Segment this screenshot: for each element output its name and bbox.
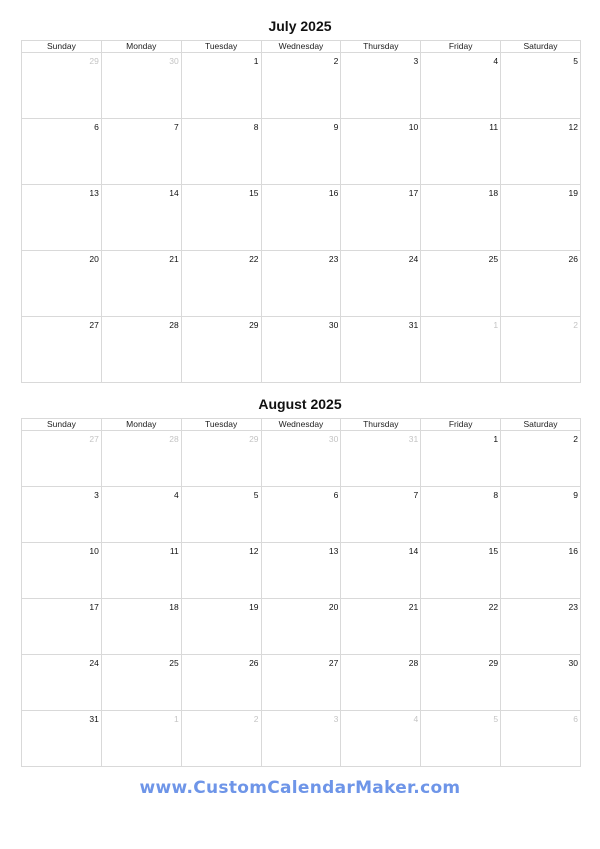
day-cell-other-month[interactable]: 4 [341, 711, 421, 767]
week-row [22, 487, 581, 543]
day-cell[interactable]: 28 [341, 655, 421, 711]
weekday-header-thursday: Thursday [341, 419, 421, 431]
day-cell[interactable]: 21 [341, 599, 421, 655]
day-cell[interactable]: 3 [22, 487, 102, 543]
week-row [22, 53, 581, 119]
day-cell[interactable]: 14 [101, 185, 181, 251]
day-cell[interactable]: 19 [181, 599, 261, 655]
calendar-grid-july [21, 40, 581, 383]
day-cell-other-month[interactable]: 3 [261, 711, 341, 767]
day-cell[interactable]: 29 [181, 317, 261, 383]
week-row [22, 431, 581, 487]
day-cell[interactable]: 10 [22, 543, 102, 599]
day-cell-other-month[interactable]: 29 [181, 431, 261, 487]
day-cell-other-month[interactable]: 1 [421, 317, 501, 383]
day-cell-other-month[interactable]: 27 [22, 431, 102, 487]
week-row [22, 251, 581, 317]
day-cell[interactable]: 2 [261, 53, 341, 119]
day-cell[interactable]: 12 [501, 119, 581, 185]
calendar-grid-august [21, 418, 581, 767]
weekday-header-saturday: Saturday [501, 419, 581, 431]
day-cell[interactable]: 8 [421, 487, 501, 543]
weekday-header-friday: Friday [421, 41, 501, 53]
day-cell[interactable]: 26 [181, 655, 261, 711]
day-cell[interactable]: 30 [501, 655, 581, 711]
week-row [22, 543, 581, 599]
day-cell[interactable]: 27 [261, 655, 341, 711]
day-cell[interactable]: 1 [421, 431, 501, 487]
weekday-header-tuesday: Tuesday [181, 419, 261, 431]
day-cell-other-month[interactable]: 2 [181, 711, 261, 767]
day-cell[interactable]: 18 [421, 185, 501, 251]
day-cell[interactable]: 15 [181, 185, 261, 251]
week-row [22, 711, 581, 767]
day-cell[interactable]: 16 [501, 543, 581, 599]
day-cell[interactable]: 20 [22, 251, 102, 317]
day-cell-other-month[interactable]: 6 [501, 711, 581, 767]
day-cell-other-month[interactable]: 30 [261, 431, 341, 487]
week-row [22, 185, 581, 251]
day-cell-other-month[interactable]: 28 [101, 431, 181, 487]
day-cell[interactable]: 15 [421, 543, 501, 599]
day-cell[interactable]: 31 [341, 317, 421, 383]
day-cell[interactable]: 22 [181, 251, 261, 317]
day-cell[interactable]: 2 [501, 431, 581, 487]
weekday-header-monday: Monday [101, 419, 181, 431]
weekday-header-row [22, 419, 581, 431]
day-cell[interactable]: 16 [261, 185, 341, 251]
weekday-header-sunday: Sunday [22, 41, 102, 53]
day-cell-other-month[interactable]: 31 [341, 431, 421, 487]
day-cell[interactable]: 10 [341, 119, 421, 185]
footer-website-link[interactable]: www.CustomCalendarMaker.com [139, 778, 461, 798]
day-cell[interactable]: 3 [341, 53, 421, 119]
day-cell[interactable]: 8 [181, 119, 261, 185]
weekday-header-wednesday: Wednesday [261, 419, 341, 431]
day-cell[interactable]: 18 [101, 599, 181, 655]
day-cell[interactable]: 29 [421, 655, 501, 711]
day-cell-other-month[interactable]: 29 [22, 53, 102, 119]
day-cell[interactable]: 11 [421, 119, 501, 185]
day-cell[interactable]: 13 [261, 543, 341, 599]
day-cell[interactable]: 1 [181, 53, 261, 119]
day-cell[interactable]: 30 [261, 317, 341, 383]
weekday-header-sunday: Sunday [22, 419, 102, 431]
day-cell[interactable]: 25 [101, 655, 181, 711]
weekday-header-tuesday: Tuesday [181, 41, 261, 53]
day-cell[interactable]: 24 [341, 251, 421, 317]
day-cell[interactable]: 9 [501, 487, 581, 543]
day-cell[interactable]: 7 [101, 119, 181, 185]
day-cell[interactable]: 12 [181, 543, 261, 599]
day-cell[interactable]: 5 [181, 487, 261, 543]
day-cell[interactable]: 7 [341, 487, 421, 543]
day-cell[interactable]: 17 [341, 185, 421, 251]
day-cell[interactable]: 9 [261, 119, 341, 185]
month-title-july: July 2025 [268, 18, 332, 34]
day-cell[interactable]: 20 [261, 599, 341, 655]
day-cell[interactable]: 6 [261, 487, 341, 543]
day-cell[interactable]: 4 [421, 53, 501, 119]
day-cell[interactable]: 17 [22, 599, 102, 655]
day-cell[interactable]: 26 [501, 251, 581, 317]
day-cell[interactable]: 4 [101, 487, 181, 543]
weekday-header-row [22, 41, 581, 53]
day-cell[interactable]: 11 [101, 543, 181, 599]
day-cell[interactable]: 22 [421, 599, 501, 655]
day-cell[interactable]: 13 [22, 185, 102, 251]
month-title-august: August 2025 [258, 396, 342, 412]
weekday-header-wednesday: Wednesday [261, 41, 341, 53]
week-row [22, 655, 581, 711]
day-cell[interactable]: 21 [101, 251, 181, 317]
day-cell[interactable]: 5 [501, 53, 581, 119]
week-row [22, 119, 581, 185]
day-cell[interactable]: 25 [421, 251, 501, 317]
day-cell-other-month[interactable]: 1 [101, 711, 181, 767]
day-cell[interactable]: 23 [501, 599, 581, 655]
day-cell[interactable]: 28 [101, 317, 181, 383]
day-cell[interactable]: 31 [22, 711, 102, 767]
weekday-header-monday: Monday [101, 41, 181, 53]
day-cell-other-month[interactable]: 30 [101, 53, 181, 119]
weekday-header-friday: Friday [421, 419, 501, 431]
day-cell[interactable]: 6 [22, 119, 102, 185]
weekday-header-thursday: Thursday [341, 41, 421, 53]
day-cell-other-month[interactable]: 5 [421, 711, 501, 767]
day-cell-other-month[interactable]: 2 [501, 317, 581, 383]
day-cell[interactable]: 23 [261, 251, 341, 317]
weekday-header-saturday: Saturday [501, 41, 581, 53]
week-row [22, 599, 581, 655]
week-row [22, 317, 581, 383]
day-cell[interactable]: 24 [22, 655, 102, 711]
day-cell[interactable]: 19 [501, 185, 581, 251]
day-cell[interactable]: 14 [341, 543, 421, 599]
day-cell[interactable]: 27 [22, 317, 102, 383]
